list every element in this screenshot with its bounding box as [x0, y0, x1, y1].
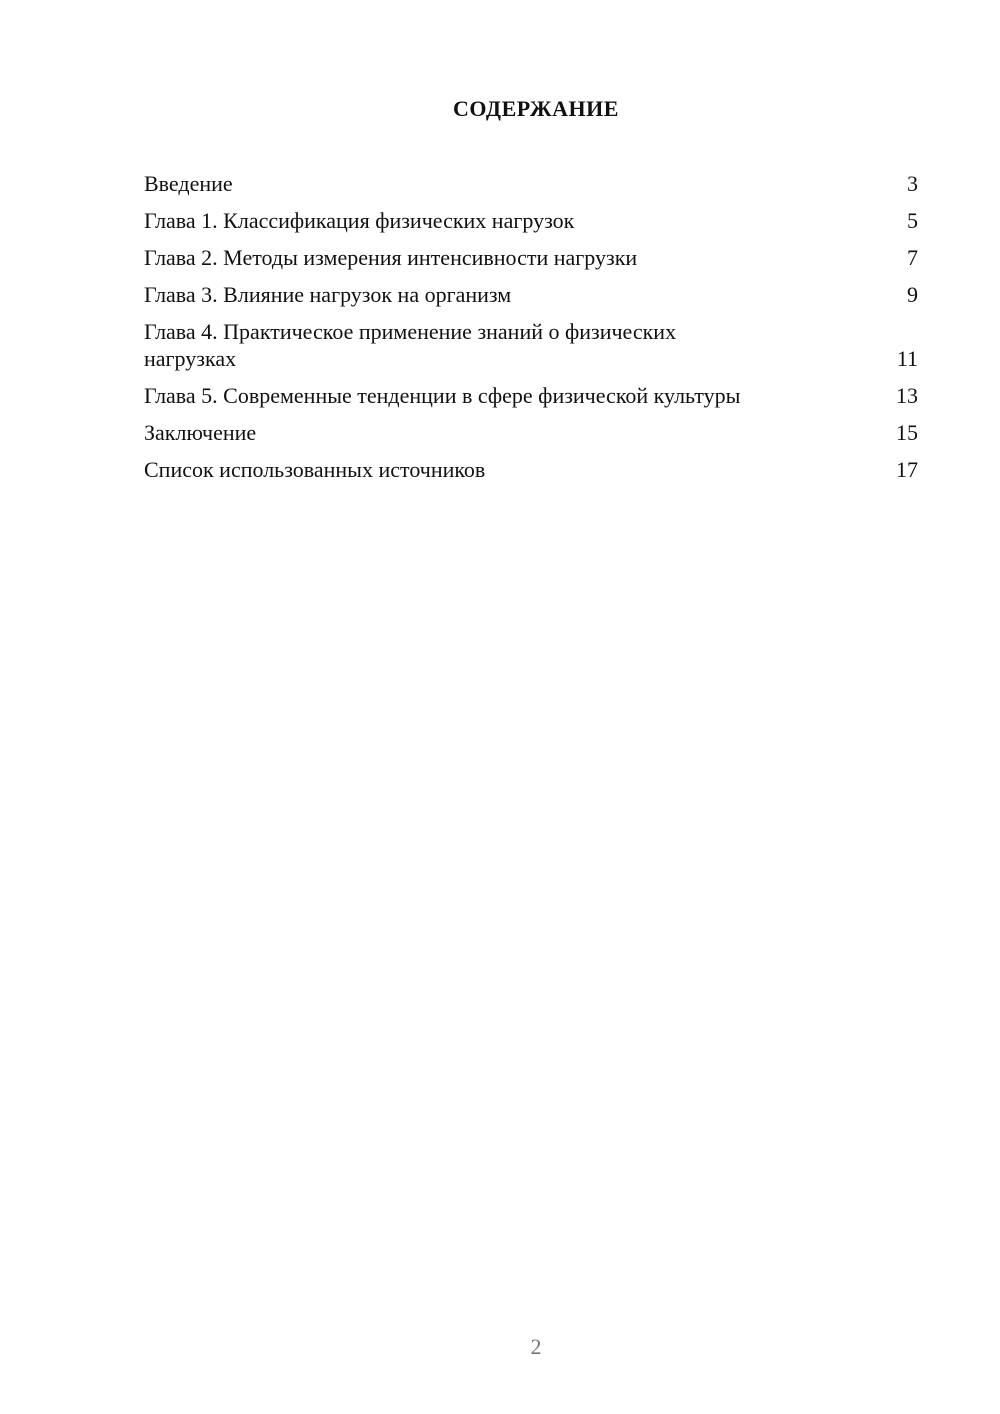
toc-entry	[144, 419, 918, 446]
toc-entry	[144, 170, 918, 197]
toc-entry	[144, 456, 918, 483]
toc-entry-page: 13	[896, 383, 918, 408]
toc-entry-page: 11	[896, 346, 918, 371]
page-title: СОДЕРЖАНИЕ	[453, 96, 619, 121]
toc-entry-page: 5	[907, 208, 918, 233]
toc-entry	[144, 244, 918, 271]
toc-entry-label: Глава 3. Влияние нагрузок на организм	[144, 282, 512, 307]
toc-entry-label: Глава 5. Современные тенденции в сфере физической культуры	[144, 383, 741, 408]
toc-entry-label: Список использованных источников	[144, 457, 486, 482]
toc-entry-page: 15	[896, 420, 918, 445]
toc-entry	[144, 382, 918, 409]
toc-entry-page: 9	[907, 282, 918, 307]
toc-entry-label: Глава 1. Классификация физических нагрузок	[144, 208, 575, 233]
toc-entry-page: 17	[896, 457, 918, 482]
page-number: 2	[530, 1334, 542, 1359]
toc-entry-label: Заключение	[144, 420, 257, 445]
toc-entry-page: 3	[907, 171, 918, 196]
toc-entry-label: Введение	[144, 171, 233, 196]
toc-entry	[144, 281, 918, 308]
toc-entry	[144, 207, 918, 234]
toc-entry-label: Глава 2. Методы измерения интенсивности нагрузки	[144, 245, 638, 270]
toc-entry-page: 7	[907, 245, 918, 270]
toc-entry	[144, 318, 918, 372]
toc-entry-label: Глава 4. Практическое применение знаний о физических нагрузках	[144, 319, 677, 371]
table-of-contents	[144, 170, 918, 493]
